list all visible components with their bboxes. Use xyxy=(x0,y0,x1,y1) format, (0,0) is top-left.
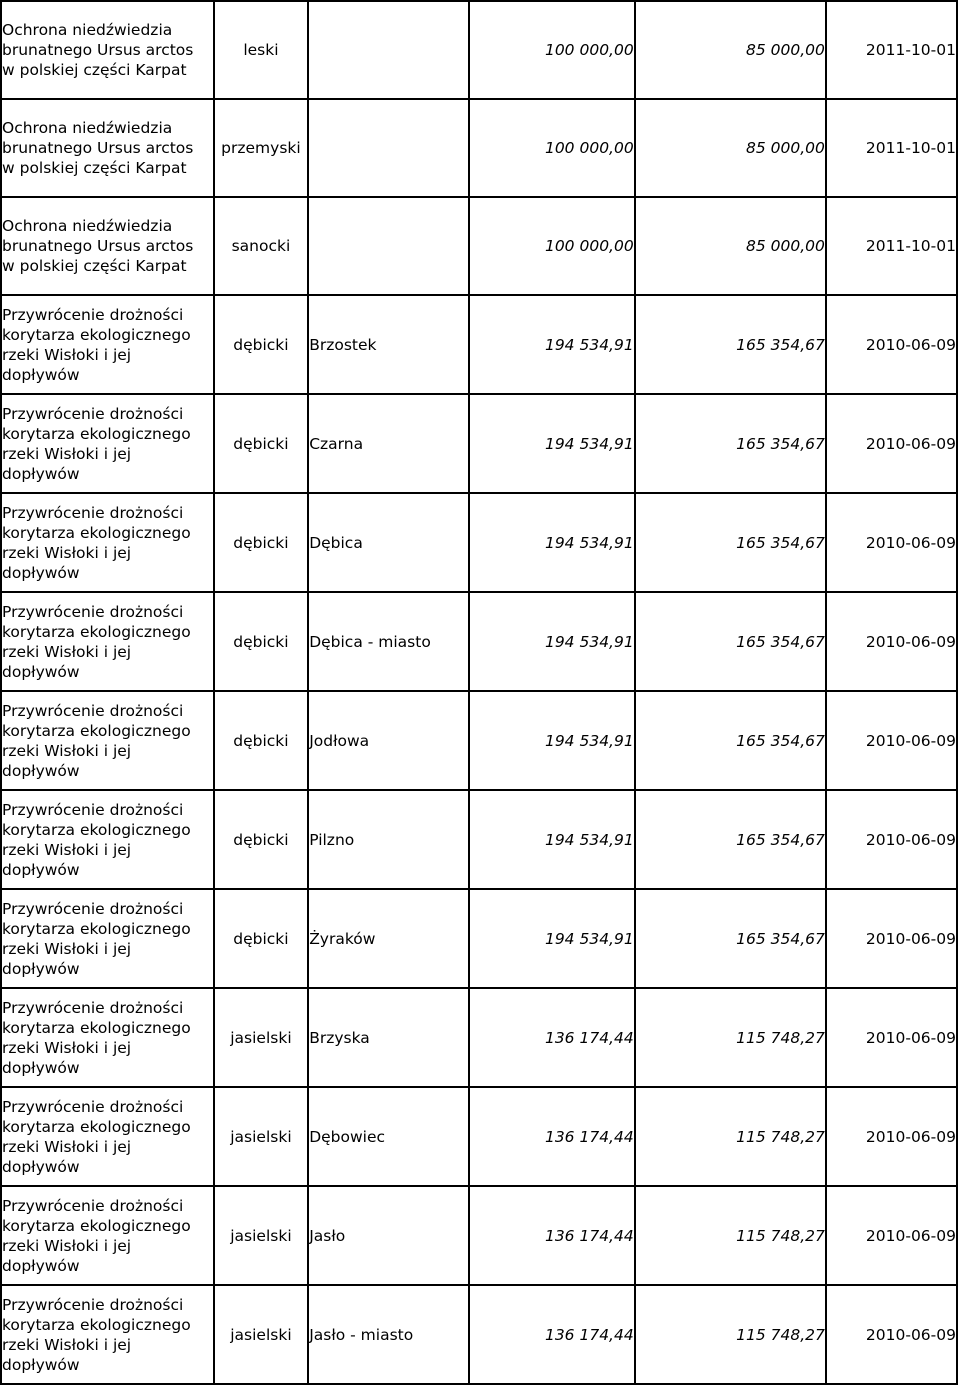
table-row xyxy=(1,889,957,988)
project-name-cell: Przywrócenie drożności korytarza ekologicznego rzeki Wisłoki i jej dopływów xyxy=(1,691,214,790)
amount-total-cell: 136 174,44 xyxy=(469,988,634,1087)
date-cell: 2011-10-01 xyxy=(826,197,957,295)
amount-grant-cell: 85 000,00 xyxy=(635,99,826,197)
project-name-cell: Przywrócenie drożności korytarza ekologicznego rzeki Wisłoki i jej dopływów xyxy=(1,988,214,1087)
amount-total-cell: 194 534,91 xyxy=(469,691,634,790)
amount-grant-cell: 165 354,67 xyxy=(635,295,826,394)
amount-total-cell: 100 000,00 xyxy=(469,99,634,197)
table-row xyxy=(1,988,957,1087)
date-cell: 2010-06-09 xyxy=(826,493,957,592)
project-name-cell: Ochrona niedźwiedzia brunatnego Ursus arctos w polskiej części Karpat xyxy=(1,1,214,99)
amount-grant-cell: 115 748,27 xyxy=(635,1186,826,1285)
commune-cell: Brzostek xyxy=(308,295,469,394)
commune-cell: Jasło - miasto xyxy=(308,1285,469,1384)
project-name-cell: Przywrócenie drożności korytarza ekologicznego rzeki Wisłoki i jej dopływów xyxy=(1,493,214,592)
commune-cell xyxy=(308,99,469,197)
project-name-cell: Przywrócenie drożności korytarza ekologicznego rzeki Wisłoki i jej dopływów xyxy=(1,394,214,493)
county-cell: jasielski xyxy=(214,988,309,1087)
amount-total-cell: 100 000,00 xyxy=(469,197,634,295)
county-cell: dębicki xyxy=(214,493,309,592)
county-cell: dębicki xyxy=(214,295,309,394)
amount-total-cell: 100 000,00 xyxy=(469,1,634,99)
project-name-cell: Przywrócenie drożności korytarza ekologicznego rzeki Wisłoki i jej dopływów xyxy=(1,295,214,394)
county-cell: jasielski xyxy=(214,1087,309,1186)
date-cell: 2010-06-09 xyxy=(826,790,957,889)
amount-total-cell: 194 534,91 xyxy=(469,394,634,493)
date-cell: 2010-06-09 xyxy=(826,394,957,493)
commune-cell: Brzyska xyxy=(308,988,469,1087)
project-name-cell: Przywrócenie drożności korytarza ekologicznego rzeki Wisłoki i jej dopływów xyxy=(1,1087,214,1186)
date-cell: 2010-06-09 xyxy=(826,295,957,394)
date-cell: 2011-10-01 xyxy=(826,1,957,99)
amount-grant-cell: 115 748,27 xyxy=(635,988,826,1087)
commune-cell xyxy=(308,1,469,99)
table-row xyxy=(1,1,957,99)
amount-total-cell: 194 534,91 xyxy=(469,592,634,691)
date-cell: 2011-10-01 xyxy=(826,99,957,197)
amount-grant-cell: 165 354,67 xyxy=(635,592,826,691)
county-cell: jasielski xyxy=(214,1186,309,1285)
amount-grant-cell: 165 354,67 xyxy=(635,691,826,790)
county-cell: dębicki xyxy=(214,889,309,988)
commune-cell: Dębica - miasto xyxy=(308,592,469,691)
amount-total-cell: 136 174,44 xyxy=(469,1285,634,1384)
date-cell: 2010-06-09 xyxy=(826,691,957,790)
amount-total-cell: 194 534,91 xyxy=(469,295,634,394)
table-row xyxy=(1,691,957,790)
county-cell: dębicki xyxy=(214,592,309,691)
commune-cell: Czarna xyxy=(308,394,469,493)
project-name-cell: Przywrócenie drożności korytarza ekologicznego rzeki Wisłoki i jej dopływów xyxy=(1,1285,214,1384)
date-cell: 2010-06-09 xyxy=(826,592,957,691)
amount-total-cell: 136 174,44 xyxy=(469,1186,634,1285)
county-cell: leski xyxy=(214,1,309,99)
county-cell: sanocki xyxy=(214,197,309,295)
county-cell: dębicki xyxy=(214,691,309,790)
date-cell: 2010-06-09 xyxy=(826,1087,957,1186)
county-cell: jasielski xyxy=(214,1285,309,1384)
table-row xyxy=(1,790,957,889)
amount-grant-cell: 165 354,67 xyxy=(635,790,826,889)
commune-cell: Jodłowa xyxy=(308,691,469,790)
project-name-cell: Ochrona niedźwiedzia brunatnego Ursus arctos w polskiej części Karpat xyxy=(1,99,214,197)
date-cell: 2010-06-09 xyxy=(826,1186,957,1285)
project-name-cell: Przywrócenie drożności korytarza ekologicznego rzeki Wisłoki i jej dopływów xyxy=(1,592,214,691)
table-row xyxy=(1,99,957,197)
amount-grant-cell: 85 000,00 xyxy=(635,197,826,295)
county-cell: dębicki xyxy=(214,394,309,493)
commune-cell: Dębica xyxy=(308,493,469,592)
commune-cell: Żyraków xyxy=(308,889,469,988)
project-name-cell: Ochrona niedźwiedzia brunatnego Ursus arctos w polskiej części Karpat xyxy=(1,197,214,295)
amount-grant-cell: 85 000,00 xyxy=(635,1,826,99)
amount-total-cell: 194 534,91 xyxy=(469,790,634,889)
date-cell: 2010-06-09 xyxy=(826,988,957,1087)
amount-total-cell: 194 534,91 xyxy=(469,889,634,988)
table-row xyxy=(1,1087,957,1186)
table-row xyxy=(1,592,957,691)
project-name-cell: Przywrócenie drożności korytarza ekologicznego rzeki Wisłoki i jej dopływów xyxy=(1,790,214,889)
date-cell: 2010-06-09 xyxy=(826,889,957,988)
amount-grant-cell: 165 354,67 xyxy=(635,493,826,592)
amount-total-cell: 136 174,44 xyxy=(469,1087,634,1186)
amount-grant-cell: 115 748,27 xyxy=(635,1087,826,1186)
commune-cell: Jasło xyxy=(308,1186,469,1285)
county-cell: przemyski xyxy=(214,99,309,197)
table-row xyxy=(1,1285,957,1384)
county-cell: dębicki xyxy=(214,790,309,889)
project-name-cell: Przywrócenie drożności korytarza ekologicznego rzeki Wisłoki i jej dopływów xyxy=(1,889,214,988)
commune-cell xyxy=(308,197,469,295)
amount-grant-cell: 115 748,27 xyxy=(635,1285,826,1384)
table-row xyxy=(1,394,957,493)
amount-grant-cell: 165 354,67 xyxy=(635,889,826,988)
project-name-cell: Przywrócenie drożności korytarza ekologicznego rzeki Wisłoki i jej dopływów xyxy=(1,1186,214,1285)
table-row xyxy=(1,1186,957,1285)
commune-cell: Pilzno xyxy=(308,790,469,889)
commune-cell: Dębowiec xyxy=(308,1087,469,1186)
amount-total-cell: 194 534,91 xyxy=(469,493,634,592)
table-row xyxy=(1,197,957,295)
amount-grant-cell: 165 354,67 xyxy=(635,394,826,493)
date-cell: 2010-06-09 xyxy=(826,1285,957,1384)
table-row xyxy=(1,295,957,394)
table-row xyxy=(1,493,957,592)
